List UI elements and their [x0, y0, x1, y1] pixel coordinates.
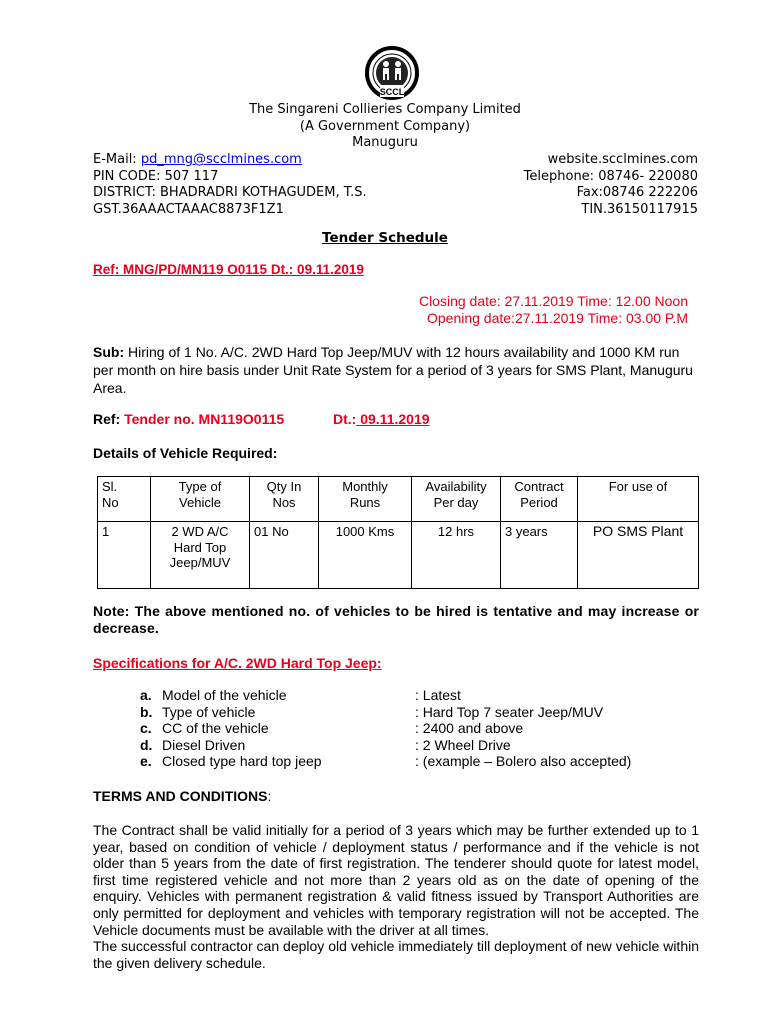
tender-reference	[93, 411, 430, 427]
subject	[93, 343, 699, 397]
details-heading: Details of Vehicle Required:	[93, 445, 278, 461]
table-cell	[319, 522, 412, 589]
cell-text: 1000 Kms	[335, 524, 395, 539]
header-cell-type	[151, 477, 250, 522]
terms-heading-colon: :	[267, 788, 272, 804]
opening-date: Opening date:27.11.2019 Time: 03.00 P.M	[426, 310, 688, 326]
table-cell	[250, 522, 319, 589]
spec-value: : (example – Bolero also accepted)	[415, 753, 632, 769]
table-cell	[501, 522, 578, 589]
tender-date-label: Dt.:	[333, 411, 357, 427]
subject-text: Hiring of 1 No. A/C. 2WD Hard Top Jeep/MUV with 12 hours availability and 1000 KM run per month on hire basis under Unit Rate System for a period of 3 years for SMS Plant, Manuguru Area.	[93, 344, 693, 396]
terms-body	[93, 822, 699, 971]
list-letter: d.	[140, 736, 153, 753]
telephone: Telephone: 08746- 220080	[523, 169, 698, 184]
tender-number: Tender no. MN119O0115	[124, 411, 285, 427]
website: website.scclmines.com	[547, 152, 698, 167]
cell-text: 2 WD A/C Hard Top Jeep/MUV	[169, 524, 231, 570]
email-label: E-Mail:	[93, 152, 141, 167]
table-row	[98, 522, 699, 589]
table-cell	[578, 522, 699, 589]
list-letter: e.	[140, 753, 152, 769]
list-item	[140, 703, 604, 721]
spec-value: : Hard Top 7 seater Jeep/MUV	[415, 703, 604, 720]
list-item	[140, 753, 632, 770]
fax: Fax:08746 222206	[576, 185, 698, 200]
header-cell-text: For use of	[608, 479, 668, 494]
tin-number: TIN.36150117915	[581, 202, 698, 217]
note: Note: The above mentioned no. of vehicles to be hired is tentative and may increase or decrease.	[93, 603, 699, 636]
cell-text: PO SMS Plant	[592, 523, 684, 539]
header-cell-text: Contract Period	[514, 479, 564, 510]
header-cell-text: Type of Vehicle	[178, 479, 222, 510]
spec-item: Model of the vehicle	[162, 687, 287, 703]
email-line	[93, 151, 302, 168]
pin-code: PIN CODE: 507 117	[93, 169, 219, 184]
spec-item: CC of the vehicle	[162, 720, 269, 736]
reference-line: Ref: MNG/PD/MN119 O0115 Dt.: 09.11.2019	[93, 262, 364, 277]
header-cell-qty	[250, 477, 319, 522]
header-cell-text: Availability Per day	[425, 479, 487, 510]
terms-paragraph: The Contract shall be valid initially for a period of 3 years which may be further extended up to 1 year, based on condition of vehicle / deployment status / performance and if the vehicle is not older than 5 years from the date of first registration. The tenderer should quote for latest model, first time registered vehicle and not more than 2 years old as on the date of opening of the enquiry. Vehicles with permanent registration & valid fitness issued by Transport Authorities are only permitted for deployment and vehicles with temporary registration will not be accepted. The Vehicle documents must be available with the driver at all times.	[93, 822, 699, 938]
terms-heading	[93, 788, 271, 804]
header-cell-text: Qty In Nos	[266, 479, 302, 510]
email-link[interactable]: pd_mng@scclmines.com	[140, 152, 302, 167]
company-type: (A Government Company)	[299, 119, 471, 134]
cell-text: 3 years	[505, 524, 548, 539]
tender-date-value: 09.11.2019	[356, 411, 430, 427]
header-cell-runs	[319, 477, 412, 522]
spec-value: : 2400 and above	[415, 720, 524, 736]
tender-ref-label: Ref:	[93, 411, 125, 427]
cell-text: 12 hrs	[437, 524, 475, 539]
table-cell	[151, 522, 250, 589]
list-letter: b.	[140, 703, 153, 720]
company-place: Manuguru	[352, 135, 418, 150]
header-cell-contract	[501, 477, 578, 522]
cell-text: 1	[102, 524, 110, 539]
list-item	[140, 687, 461, 704]
list-item	[140, 736, 511, 754]
closing-date: Closing date: 27.11.2019 Time: 12.00 Noon	[418, 293, 688, 309]
spec-item: Closed type hard top jeep	[162, 753, 322, 769]
spec-list	[140, 687, 632, 770]
table-cell	[412, 522, 501, 589]
sccl-seal-logo-icon	[358, 44, 426, 104]
terms-paragraph: The successful contractor can deploy old vehicle immediately till deployment of new vehicle within the given delivery schedule.	[93, 938, 699, 971]
gst-number: GST.36AAACTAAAC8873F1Z1	[93, 202, 284, 217]
cell-text: 01 No	[254, 524, 289, 539]
spec-value: : Latest	[415, 687, 461, 703]
spec-item: Type of vehicle	[162, 703, 256, 720]
subject-label: Sub:	[93, 344, 125, 360]
list-item	[140, 720, 524, 737]
header-cell-text: Monthly Runs	[342, 479, 388, 510]
page-title: Tender Schedule	[322, 230, 448, 246]
header-cell-sl-no	[98, 477, 151, 522]
header-cell-availability	[412, 477, 501, 522]
spec-heading: Specifications for A/C. 2WD Hard Top Jeep:	[93, 655, 382, 671]
spec-value: : 2 Wheel Drive	[415, 736, 511, 753]
list-letter: a.	[140, 687, 152, 703]
header-cell-use	[578, 477, 699, 522]
spec-item: Diesel Driven	[162, 736, 246, 753]
company-name: The Singareni Collieries Company Limited	[249, 102, 521, 117]
tender-date	[333, 411, 430, 427]
table-header-row	[98, 477, 699, 522]
header-cell-text: Sl. No	[102, 479, 119, 510]
district: DISTRICT: BHADRADRI KOTHAGUDEM, T.S.	[93, 185, 367, 200]
vehicle-table	[97, 476, 699, 589]
list-letter: c.	[140, 720, 152, 736]
table-cell	[98, 522, 151, 589]
terms-heading-text: TERMS AND CONDITIONS	[93, 788, 268, 804]
logo-text: SCCL	[379, 87, 405, 97]
